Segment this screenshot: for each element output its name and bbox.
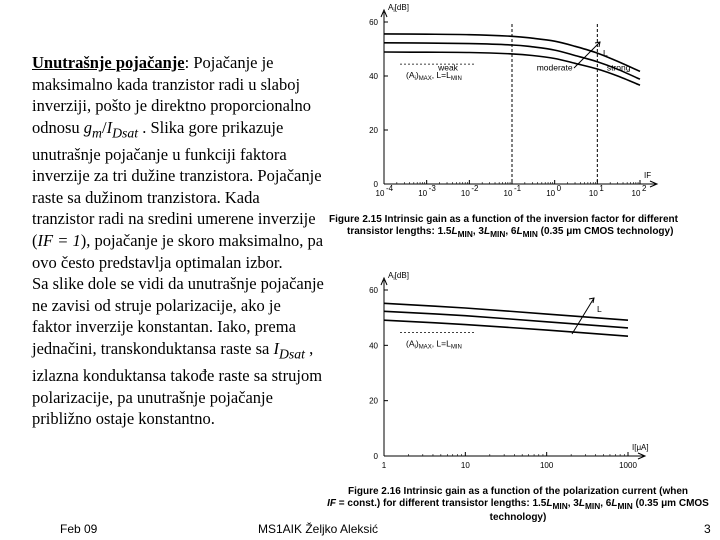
x-tick-label: 1000	[619, 461, 637, 470]
y-tick-label: 0	[373, 180, 378, 189]
caption-text: (0.35 μm CMOS	[632, 497, 709, 509]
region-label-strong: strong	[606, 62, 631, 73]
text-run: , izlazna konduktansa takođe raste sa strujom polarizacije, pa unutrašnje pojačanje približno ostaje konstantno.	[32, 339, 323, 429]
caption-text: , 6	[600, 497, 612, 509]
min-gain-label-part: i	[414, 344, 416, 351]
length-arrow	[574, 42, 600, 68]
x-tick-label: 10	[546, 189, 556, 198]
footer-course: MS1AIK Željko Aleksić	[258, 522, 379, 536]
caption-symbol: L	[578, 497, 585, 509]
y-tick-label: 20	[369, 126, 378, 135]
caption-sub: MIN	[457, 228, 473, 239]
text-run: ), pojačanje je skoro maksimalno, pa ovo često predstavlja optimalan izbor.	[32, 231, 324, 272]
y-tick-label: 40	[369, 341, 378, 351]
figure-2-16-caption	[322, 486, 714, 524]
y-axis-label-part: [dB]	[394, 271, 409, 280]
caption-sub: MIN	[490, 228, 506, 239]
caption-sub: MIN	[552, 500, 568, 511]
symbol-if-equation: IF = 1	[37, 231, 81, 251]
symbol-gm: g	[83, 117, 93, 137]
series-line-3LMIN	[384, 311, 628, 328]
length-arrow-label: L	[603, 48, 608, 58]
caption-text: = const.) for different transistor lengths: 1.5	[336, 497, 547, 509]
caption-line-2	[329, 226, 719, 241]
x-tick-label: 10	[460, 189, 470, 198]
min-gain-label-part: (A	[406, 70, 415, 81]
chart-gain-vs-inversion-factor	[369, 3, 657, 198]
y-tick-label: 20	[369, 396, 378, 406]
series-line-1.5LMIN	[384, 320, 628, 336]
region-label-moderate: moderate	[536, 62, 573, 73]
symbol-idsat-sub: Dsat	[278, 346, 305, 362]
x-tick-exponent: -2	[471, 184, 479, 193]
x-tick-label: 10	[375, 189, 385, 198]
min-gain-label-part: , L=L	[431, 70, 451, 81]
text-slash: /	[101, 117, 107, 137]
symbol-idsat-sub: Dsat	[112, 125, 139, 141]
footer-date: Feb 09	[60, 522, 98, 536]
x-tick-exponent: 2	[642, 184, 647, 193]
x-tick-exponent: 0	[556, 184, 562, 193]
y-axis-label	[388, 3, 409, 14]
y-axis-label-part: A	[388, 3, 394, 12]
y-tick-label: 60	[369, 18, 378, 27]
y-axis-label-part: A	[388, 271, 394, 280]
x-tick-label: 1	[381, 461, 387, 470]
caption-text: , 6	[505, 225, 517, 237]
x-tick-exponent: -1	[514, 184, 522, 193]
symbol-idsat: I	[106, 117, 113, 137]
min-gain-label-part: )	[415, 70, 419, 81]
region-label-weak: weak	[438, 62, 458, 73]
y-tick-label: 0	[373, 452, 378, 461]
caption-symbol: L	[451, 225, 458, 237]
symbol-idsat: I	[273, 339, 279, 359]
series-line-6LMIN	[384, 303, 628, 320]
x-tick-label: 10	[418, 189, 428, 198]
chart-gain-vs-bias-current	[369, 271, 649, 470]
caption-symbol: IF	[327, 497, 337, 509]
text-run: : Pojačanje je maksimalno kada tranzistor radi u slaboj inverziji, pošto je direktno proporcionalno odnosu	[32, 53, 312, 137]
caption-text: , 3	[472, 225, 484, 237]
min-gain-label	[406, 339, 462, 351]
text-run: . Slika gore prikazuje unutrašnje pojačanje u funkciji faktora inverzije za tri dužine tranzistora. Pojačanje raste sa dužinom tranzistora. Kada tranzistor radi na sredini umerene inverzije (	[32, 117, 322, 251]
caption-text: transistor lengths: 1.5	[347, 225, 452, 237]
min-gain-label-part: MIN	[450, 76, 462, 83]
caption-symbol: L	[516, 225, 523, 237]
x-axis-label: IF	[644, 171, 652, 180]
figure-2-15-caption	[329, 214, 719, 240]
x-tick-exponent: 1	[599, 184, 604, 193]
y-axis-label	[388, 271, 409, 282]
x-tick-label: 10	[503, 189, 513, 198]
caption-symbol: L	[546, 497, 553, 509]
x-tick-label: 10	[588, 189, 598, 198]
x-tick-exponent: -3	[428, 184, 436, 193]
caption-line-1: Figure 2.16 Intrinsic gain as a function of the polarization current (when	[347, 486, 689, 497]
min-gain-label-part: , L=L	[431, 338, 451, 349]
y-tick-label: 60	[369, 286, 378, 295]
page-number: 3	[704, 522, 711, 536]
caption-text: (0.35 μm CMOS technology)	[537, 225, 674, 237]
length-arrow-label: L	[597, 304, 602, 314]
y-axis-label-part: i	[393, 8, 395, 14]
caption-line-1: Figure 2.15 Intrinsic gain as a function of the inversion factor for different	[329, 214, 678, 225]
x-tick-label: 10	[631, 189, 641, 198]
caption-symbol: L	[483, 225, 491, 237]
caption-sub: MIN	[522, 228, 538, 239]
text-run: Sa slike dole se vidi da unutrašnje pojačanje ne zavisi od struje polarizacije, ako je faktor inverzije konstantan. Iako, prema jednačini, transkonduktansa raste sa	[32, 274, 324, 359]
min-gain-label-part: )	[415, 338, 419, 349]
min-gain-label-part: (A	[406, 338, 415, 349]
y-tick-label: 40	[369, 72, 378, 81]
x-tick-label: 100	[539, 461, 554, 470]
x-tick-label: 10	[460, 461, 470, 470]
min-gain-label-part: i	[414, 76, 416, 83]
caption-symbol: L	[611, 497, 618, 509]
y-axis-label-part: i	[393, 276, 395, 282]
caption-line-3: technology)	[489, 512, 547, 523]
caption-sub: MIN	[584, 500, 601, 511]
symbol-gm-sub: m	[92, 125, 102, 141]
min-gain-label-part: MAX	[418, 76, 432, 83]
x-axis-label: I[μA]	[632, 443, 649, 452]
min-gain-label-part: MIN	[450, 344, 462, 351]
y-axis-label-part: [dB]	[394, 3, 409, 12]
caption-line-2	[322, 498, 714, 513]
min-gain-label-part: MAX	[418, 344, 432, 351]
x-tick-exponent: -4	[386, 184, 394, 193]
caption-text: , 3	[567, 497, 579, 509]
caption-sub: MIN	[617, 500, 633, 511]
term-heading: Unutrašnje pojačanje	[32, 53, 185, 72]
